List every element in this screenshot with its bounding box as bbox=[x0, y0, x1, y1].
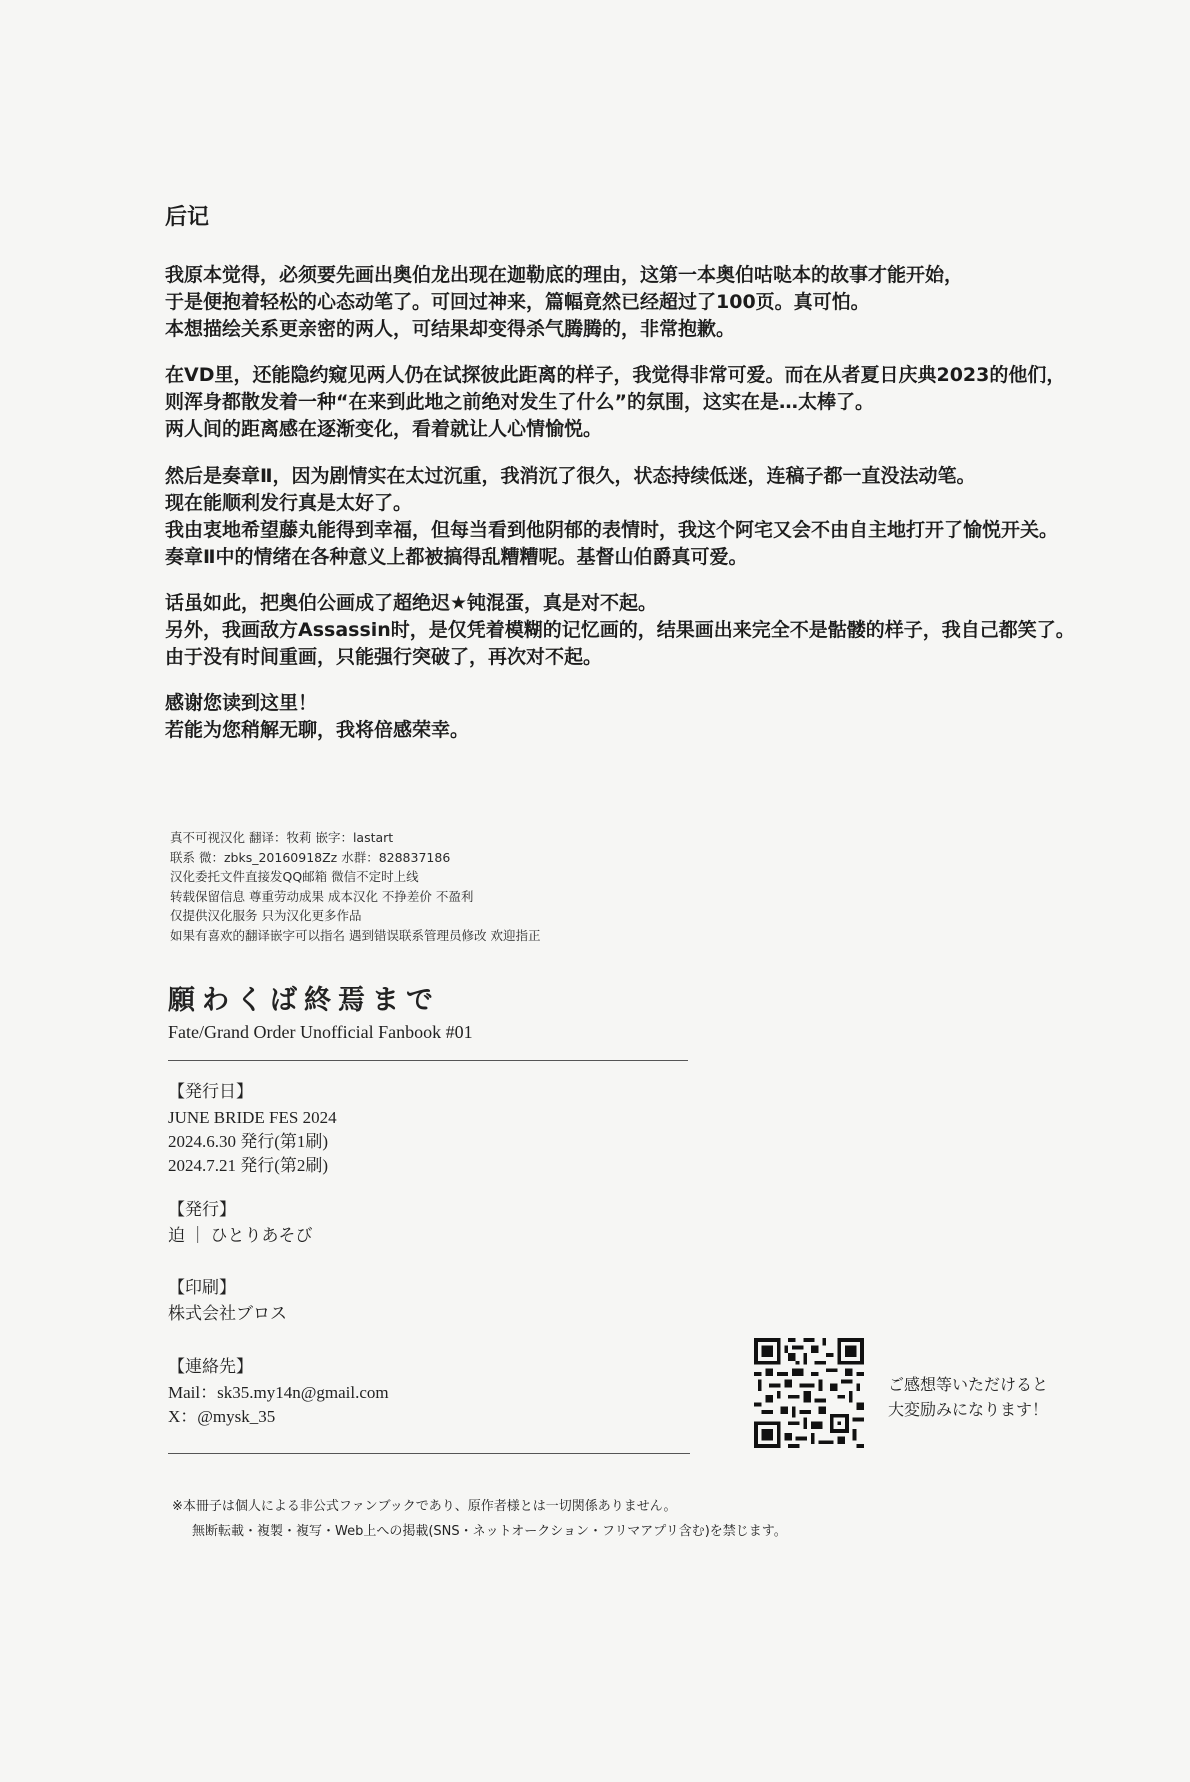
contact-x-handle: X：@mysk_35 bbox=[168, 1407, 276, 1426]
divider bbox=[168, 1060, 688, 1061]
credit-line: 转载保留信息 尊重劳动成果 成本汉化 不挣差价 不盈利 bbox=[170, 888, 474, 904]
credit-line: 真不可视汉化 翻译：牧莉 嵌字：lastart bbox=[170, 830, 394, 845]
colophon-printer bbox=[168, 1276, 287, 1326]
disclaimer-notice: ※本冊子は個人による非公式ファンブックであり、原作者様とは一切関係ありません。 bbox=[172, 1499, 677, 1514]
section-value: 2024.7.21 発行(第2刷) bbox=[168, 1156, 329, 1175]
text-line: 然后是奏章Ⅱ，因为剧情实在太过沉重，我消沉了很久，状态持续低迷，连稿子都一直没法动笔。 bbox=[165, 465, 976, 487]
text-line: 由于没有时间重画，只能强行突破了，再次对不起。 bbox=[165, 646, 603, 668]
qr-caption bbox=[888, 1372, 1048, 1422]
section-value: JUNE BRIDE FES 2024 bbox=[168, 1108, 337, 1127]
text-line: 话虽如此，把奥伯公画成了超绝迟★钝混蛋，真是对不起。 bbox=[165, 592, 658, 614]
section-value: 株式会社ブロス bbox=[168, 1304, 287, 1323]
scanlation-credits bbox=[170, 828, 540, 945]
afterword-paragraph-2 bbox=[165, 362, 1065, 443]
copyright-notice: 無断転載・複製・複写・Web上への掲載(SNS・ネットオークション・フリマアプリ含む)を禁じます。 bbox=[192, 1524, 787, 1539]
divider bbox=[168, 1453, 690, 1454]
text-line: 两人间的距离感在逐渐变化，看着就让人心情愉悦。 bbox=[165, 418, 603, 440]
qr-caption-line: 大変励みになります！ bbox=[888, 1400, 1049, 1419]
text-line: 我由衷地希望藤丸能得到幸福，但每当看到他阴郁的表情时，我这个阿宅又会不由自主地打开了愉悦开关。 bbox=[165, 519, 1059, 541]
contact-email: Mail：sk35.my14n@gmail.com bbox=[168, 1383, 389, 1402]
section-value: 迫 ｜ ひとりあそび bbox=[168, 1226, 313, 1245]
qr-code-icon[interactable] bbox=[754, 1338, 864, 1448]
colophon-publisher bbox=[168, 1198, 313, 1248]
colophon-issue-date bbox=[168, 1080, 337, 1178]
credit-line: 联系 微：zbks_20160918Zz 水群：828837186 bbox=[170, 849, 451, 865]
credit-line: 仅提供汉化服务 只为汉化更多作品 bbox=[170, 908, 362, 923]
text-line: 现在能顺利发行真是太好了。 bbox=[165, 492, 413, 514]
afterword-paragraph-5 bbox=[165, 690, 469, 744]
text-line: 在VD里，还能隐约窥见两人仍在试探彼此距离的样子，我觉得非常可爱。而在从者夏日庆典2023的他们， bbox=[165, 364, 1066, 386]
credit-line: 汉化委托文件直接发QQ邮箱 微信不定时上线 bbox=[170, 869, 419, 884]
text-line: 本想描绘关系更亲密的两人，可结果却变得杀气腾腾的，非常抱歉。 bbox=[165, 318, 736, 340]
section-value: 2024.6.30 発行(第1刷) bbox=[168, 1132, 329, 1151]
text-line: 则浑身都散发着一种“在来到此地之前绝对发生了什么”的氛围，这实在是…太棒了。 bbox=[165, 391, 874, 413]
section-heading: 【発行】 bbox=[168, 1200, 236, 1220]
afterword-paragraph-3 bbox=[165, 463, 1058, 571]
afterword-paragraph-1 bbox=[165, 262, 963, 343]
credit-line: 如果有喜欢的翻译嵌字可以指名 遇到错误联系管理员修改 欢迎指正 bbox=[170, 927, 541, 943]
text-line: 我原本觉得，必须要先画出奥伯龙出现在迦勒底的理由，这第一本奥伯咕哒本的故事才能开始， bbox=[165, 264, 964, 286]
text-line: 感谢您读到这里！ bbox=[165, 692, 318, 714]
afterword-paragraph-4 bbox=[165, 590, 1075, 671]
text-line: 奏章Ⅱ中的情绪在各种意义上都被搞得乱糟糟呢。基督山伯爵真可爱。 bbox=[165, 546, 748, 568]
section-heading: 【発行日】 bbox=[168, 1082, 253, 1102]
book-subtitle: Fate/Grand Order Unofficial Fanbook #01 bbox=[168, 1022, 473, 1042]
qr-caption-line: ご感想等いただけると bbox=[888, 1375, 1049, 1394]
text-line: 另外，我画敌方Assassin时，是仅凭着模糊的记忆画的，结果画出来完全不是骷髅的样子，我自己都笑了。 bbox=[165, 619, 1075, 641]
text-line: 若能为您稍解无聊，我将倍感荣幸。 bbox=[165, 719, 470, 741]
section-heading: 【連絡先】 bbox=[168, 1357, 253, 1377]
colophon-contact bbox=[168, 1355, 389, 1429]
section-heading: 【印刷】 bbox=[168, 1278, 236, 1298]
afterword-title: 后记 bbox=[165, 205, 210, 230]
book-title: 願わくば終焉まで bbox=[168, 985, 440, 1016]
text-line: 于是便抱着轻松的心态动笔了。可回过神来，篇幅竟然已经超过了100页。真可怕。 bbox=[165, 291, 870, 313]
